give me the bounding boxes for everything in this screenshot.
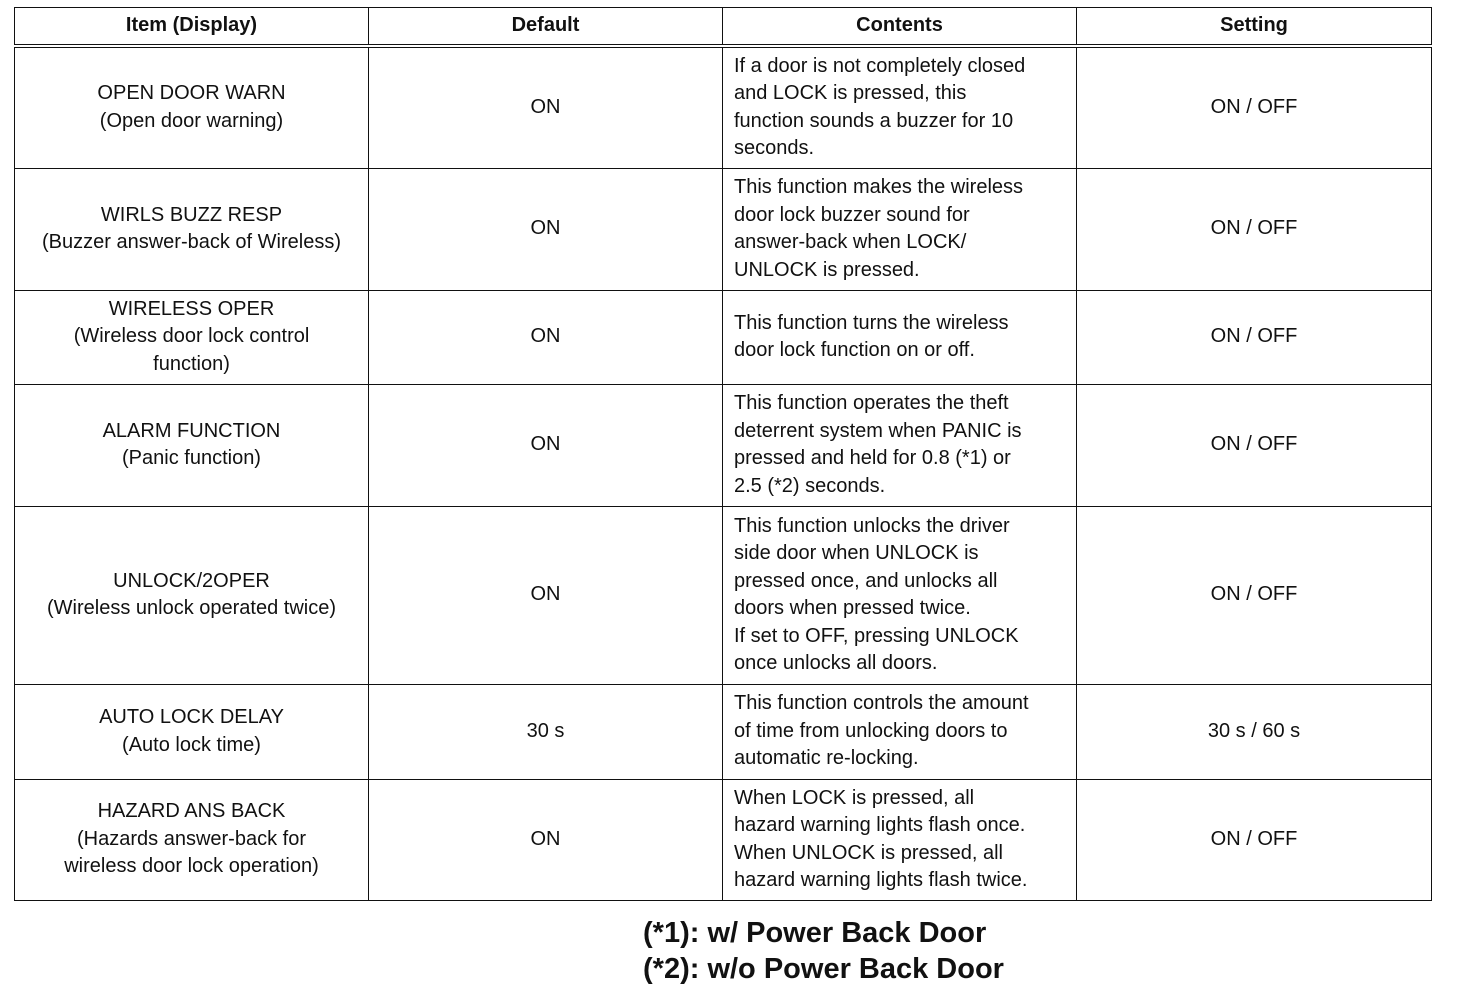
default-value: ON	[369, 46, 723, 168]
table-row	[15, 46, 1432, 168]
contents-cell	[723, 168, 1077, 290]
contents-line: automatic re-locking.	[734, 747, 919, 770]
item-description: (Hazards answer-back for	[77, 827, 306, 850]
item-cell	[15, 684, 369, 779]
contents-line: of time from unlocking doors to	[734, 719, 1008, 742]
item-display-name: OPEN DOOR WARN	[97, 82, 286, 105]
contents-line: This function unlocks the driver	[734, 514, 1010, 537]
header-contents: Contents	[723, 8, 1077, 47]
item-description: (Auto lock time)	[122, 733, 261, 756]
item-description: (Panic function)	[122, 447, 261, 469]
default-value: ON	[369, 290, 723, 384]
table-row	[15, 290, 1432, 384]
contents-line: hazard warning lights flash twice.	[734, 869, 1028, 891]
setting-value: ON / OFF	[1077, 168, 1432, 290]
contents-line: seconds.	[734, 137, 815, 160]
item-cell	[15, 46, 369, 168]
item-cell	[15, 290, 369, 384]
default-value: 30 s	[369, 684, 723, 779]
default-value: ON	[369, 779, 723, 900]
contents-line: once unlocks all doors.	[734, 652, 938, 674]
item-description: (Wireless door lock control	[73, 325, 310, 348]
header-default: Default	[369, 8, 723, 47]
item-display-name: AUTO LOCK DELAY	[99, 706, 284, 728]
contents-line: UNLOCK is pressed.	[734, 258, 920, 281]
contents-line: This function makes the wireless	[734, 176, 1024, 198]
contents-line: door lock buzzer sound for	[734, 203, 970, 226]
footnote-no-power-back-door: (*2): w/o Power Back Door	[643, 953, 1004, 985]
item-cell	[15, 168, 369, 290]
contents-line: This function operates the theft	[734, 392, 1009, 414]
contents-line: When LOCK is pressed, all	[734, 786, 975, 809]
header-row	[15, 8, 1432, 47]
contents-cell	[723, 684, 1077, 779]
contents-cell	[723, 779, 1077, 900]
contents-line: doors when pressed twice.	[734, 597, 971, 619]
contents-line: answer-back when LOCK/	[734, 231, 967, 253]
item-display-name: UNLOCK/2OPER	[113, 569, 270, 592]
footnotes	[643, 915, 1004, 987]
setting-value: ON / OFF	[1077, 290, 1432, 384]
contents-line: pressed and held for 0.8 (*1) or	[734, 447, 1011, 469]
default-value: ON	[369, 506, 723, 684]
contents-cell	[723, 384, 1077, 506]
item-display-name: ALARM FUNCTION	[102, 419, 281, 442]
footnote-power-back-door: (*1): w/ Power Back Door	[643, 917, 987, 949]
contents-cell	[723, 46, 1077, 168]
item-display-name: WIRLS BUZZ RESP	[100, 203, 283, 226]
contents-line: and LOCK is pressed, this	[734, 82, 967, 105]
table-row	[15, 506, 1432, 684]
table-row	[15, 168, 1432, 290]
setting-value: ON / OFF	[1077, 779, 1432, 900]
default-value: ON	[369, 384, 723, 506]
item-description: wireless door lock operation)	[64, 855, 319, 878]
table-row	[15, 684, 1432, 779]
item-display-name: WIRELESS OPER	[108, 297, 275, 320]
contents-line: door lock function on or off.	[734, 339, 975, 361]
header-item: Item (Display)	[15, 8, 369, 47]
item-cell	[15, 779, 369, 900]
contents-line: This function controls the amount	[734, 692, 1029, 715]
contents-line: This function turns the wireless	[734, 311, 1009, 334]
item-description: (Buzzer answer-back of Wireless)	[42, 231, 341, 253]
item-description: (Open door warning)	[99, 109, 284, 132]
default-value: ON	[369, 168, 723, 290]
contents-line: function sounds a buzzer for 10	[734, 109, 1014, 132]
item-description: (Wireless unlock operated twice)	[47, 597, 336, 619]
item-cell	[15, 506, 369, 684]
contents-line: pressed once, and unlocks all	[734, 569, 998, 592]
contents-line: 2.5 (*2) seconds.	[734, 474, 886, 497]
setting-value: ON / OFF	[1077, 46, 1432, 168]
contents-cell	[723, 506, 1077, 684]
item-cell	[15, 384, 369, 506]
setting-value: ON / OFF	[1077, 506, 1432, 684]
settings-table	[14, 7, 1432, 901]
contents-cell	[723, 290, 1077, 384]
item-description: function)	[153, 352, 230, 375]
setting-value: ON / OFF	[1077, 384, 1432, 506]
contents-line: If set to OFF, pressing UNLOCK	[734, 624, 1019, 647]
contents-line: hazard warning lights flash once.	[734, 814, 1026, 836]
table-row	[15, 384, 1432, 506]
setting-value: 30 s / 60 s	[1077, 684, 1432, 779]
contents-line: If a door is not completely closed	[734, 54, 1026, 77]
contents-line: deterrent system when PANIC is	[734, 419, 1022, 442]
table-row	[15, 779, 1432, 900]
contents-line: When UNLOCK is pressed, all	[734, 841, 1003, 864]
contents-line: side door when UNLOCK is	[734, 542, 979, 564]
item-display-name: HAZARD ANS BACK	[97, 800, 286, 823]
header-setting: Setting	[1077, 8, 1432, 47]
